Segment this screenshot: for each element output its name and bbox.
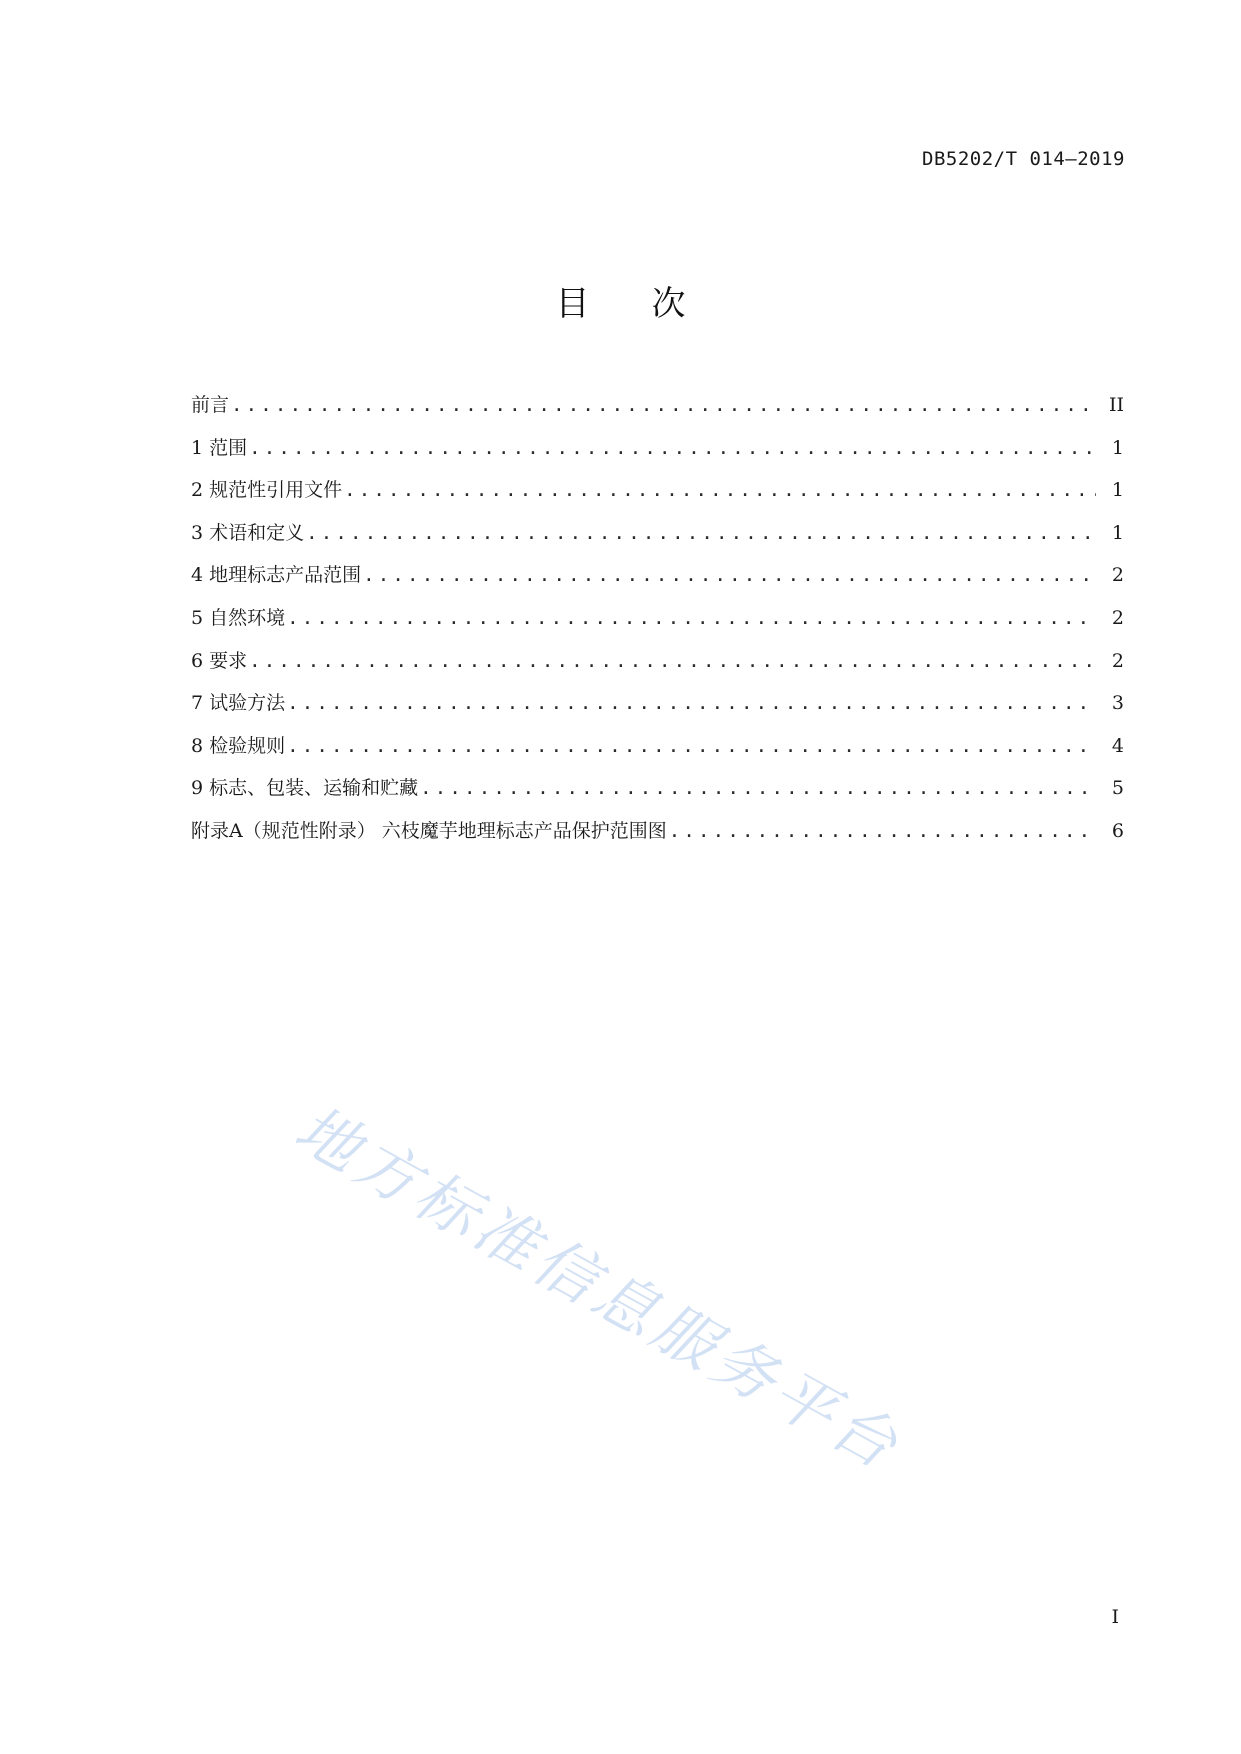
toc-entry-page: 2 bbox=[1111, 606, 1124, 629]
toc-entry[interactable] bbox=[191, 640, 1124, 683]
toc-entry-label: 6 要求 bbox=[191, 649, 248, 672]
toc-leader-dots bbox=[420, 767, 1096, 810]
toc-entry-page: 4 bbox=[1111, 734, 1124, 757]
toc-entry[interactable] bbox=[191, 512, 1124, 555]
toc-leader-dots bbox=[669, 810, 1096, 853]
document-code: DB5202/T 014—2019 bbox=[922, 148, 1125, 170]
toc-entry-label: 8 检验规则 bbox=[191, 734, 286, 757]
toc-entry-page: 3 bbox=[1111, 692, 1124, 715]
toc-entry-label: 3 术语和定义 bbox=[191, 521, 305, 544]
toc-entry-label: 1 范围 bbox=[191, 436, 248, 459]
toc-entry[interactable] bbox=[191, 384, 1124, 427]
table-of-contents bbox=[191, 384, 1124, 853]
page-number: I bbox=[1111, 1606, 1119, 1628]
toc-entry-page: 2 bbox=[1111, 564, 1124, 587]
toc-entry[interactable] bbox=[191, 554, 1124, 597]
toc-entry[interactable] bbox=[191, 469, 1124, 512]
toc-entry[interactable] bbox=[191, 597, 1124, 640]
toc-leader-dots bbox=[344, 469, 1096, 512]
toc-leader-dots bbox=[287, 725, 1096, 768]
toc-leader-dots bbox=[249, 640, 1096, 683]
toc-entry-label: 7 试验方法 bbox=[191, 692, 286, 715]
toc-entry-page: II bbox=[1108, 394, 1124, 416]
toc-leader-dots bbox=[249, 427, 1096, 470]
toc-entry-label: 4 地理标志产品范围 bbox=[191, 564, 362, 587]
toc-entry-page: 1 bbox=[1111, 436, 1124, 459]
toc-entry-page: 2 bbox=[1111, 649, 1124, 672]
toc-entry-page: 6 bbox=[1111, 819, 1124, 842]
toc-leader-dots bbox=[306, 512, 1096, 555]
toc-entry-label: 附录A（规范性附录） 六枝魔芋地理标志产品保护范围图 bbox=[191, 819, 667, 842]
toc-entry[interactable] bbox=[191, 725, 1124, 768]
toc-entry-page: 1 bbox=[1111, 479, 1124, 502]
page-title: 目次 bbox=[555, 284, 748, 324]
watermark: 地方标准信息服务平台 bbox=[283, 1091, 914, 1485]
toc-entry-page: 1 bbox=[1111, 521, 1124, 544]
toc-entry-label: 2 规范性引用文件 bbox=[191, 479, 343, 502]
toc-leader-dots bbox=[287, 597, 1096, 640]
toc-entry[interactable] bbox=[191, 427, 1124, 470]
toc-entry[interactable] bbox=[191, 767, 1124, 810]
toc-leader-dots bbox=[287, 682, 1096, 725]
toc-leader-dots bbox=[231, 384, 1096, 427]
toc-entry[interactable] bbox=[191, 810, 1124, 853]
toc-entry-label: 9 标志、包装、运输和贮藏 bbox=[191, 777, 419, 800]
toc-entry-label: 前言 bbox=[191, 394, 230, 416]
toc-entry[interactable] bbox=[191, 682, 1124, 725]
toc-leader-dots bbox=[363, 554, 1096, 597]
toc-entry-page: 5 bbox=[1111, 777, 1124, 800]
toc-entry-label: 5 自然环境 bbox=[191, 606, 286, 629]
